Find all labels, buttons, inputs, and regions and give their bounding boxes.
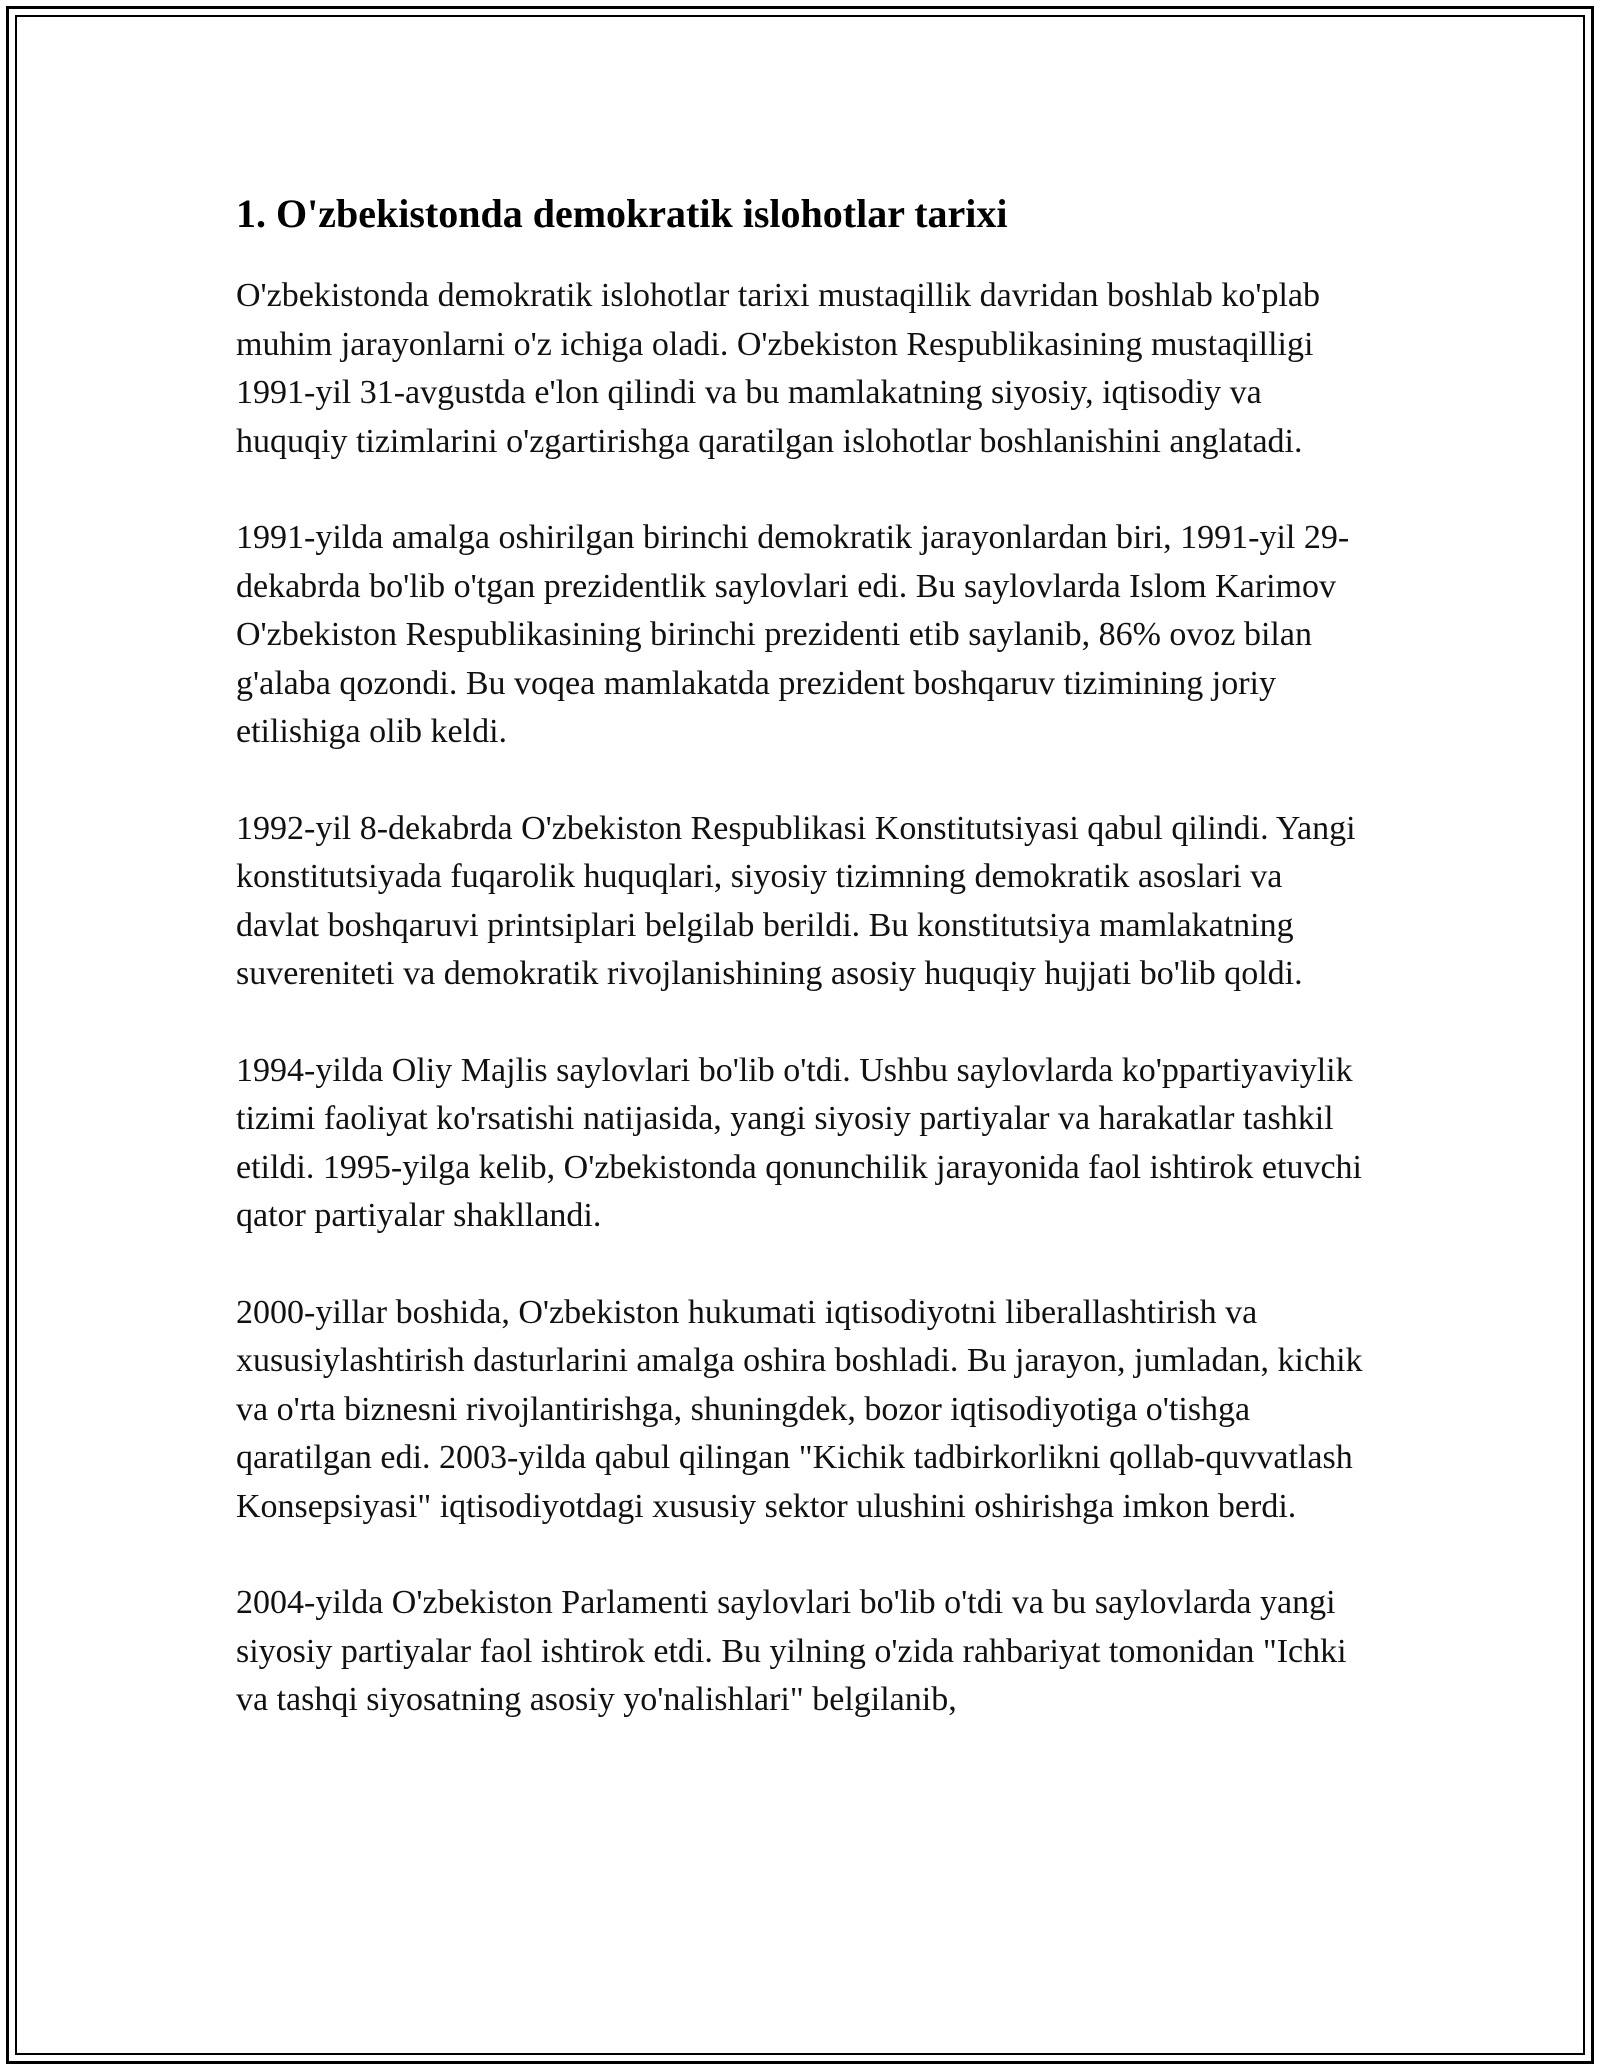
paragraph-independence: O'zbekistonda demokratik islohotlar tarixi mustaqillik davridan boshlab ko'plab muhim jarayonlarni o'z ichiga oladi. O'zbekiston Respublikasining mustaqilligi 1991-yil 31-avgustda e'lon qilindi va bu mamlakatning siyosiy, iqtisodiy va huquqiy tizimlarini o'zgartirishga qaratilgan islohotlar boshlanishini anglatadi. [236,277,1320,460]
section-heading: 1. O'zbekistonda demokratik islohotlar tarixi [236,191,1008,236]
paragraph-2004-parliament: 2004-yilda O'zbekiston Parlamenti saylovlari bo'lib o'tdi va bu saylovlarda yangi siyosiy partiyalar faol ishtirok etdi. Bu yilning o'zida rahbariyat tomonidan "Ichki va tashqi siyosatning asosiy yo'nalishlari" belgilanib, [236,1584,1347,1718]
paragraph-2000s-economy: 2000-yillar boshida, O'zbekiston hukumati iqtisodiyotni liberallashtirish va xususiylashtirish dasturlarini amalga oshira boshladi. Bu jarayon, jumladan, kichik va o'rta biznesni rivojlantirishga, shuningdek, bozor iqtisodiyotiga o'tishga qaratilgan edi. 2003-yilda qabul qilingan "Kichik tadbirkorlikni qollab-quvvatlash Konsepsiyasi" iqtisodiyotdagi xususiy sektor ulushini oshirishga imkon berdi. [236,1293,1363,1525]
paragraph-1992-constitution: 1992-yil 8-dekabrda O'zbekiston Respublikasi Konstitutsiyasi qabul qilindi. Yangi konstitutsiyada fuqarolik huquqlari, siyosiy tizimning demokratik asoslari va davlat boshqaruvi printsiplari belgilab berildi. Bu konstitutsiya mamlakatning suvereniteti va demokratik rivojlanishining asosiy huquqiy hujjati bo'lib qoldi. [236,809,1356,992]
paragraph-1994-oliy-majlis: 1994-yilda Oliy Majlis saylovlari bo'lib o'tdi. Ushbu saylovlarda ko'ppartiyaviylik tizimi faoliyat ko'rsatishi natijasida, yangi siyosiy partiyalar va harakatlar tashkil etildi. 1995-yilga kelib, O'zbekistonda qonunchilik jarayonida faol ishtirok etuvchi qator partiyalar shakllandi. [236,1051,1362,1234]
document-body [236,186,1366,1773]
paragraph-1991-elections: 1991-yilda amalga oshirilgan birinchi demokratik jarayonlardan biri, 1991-yil 29-dekabrda bo'lib o'tgan prezidentlik saylovlari edi. Bu saylovlarda Islom Karimov O'zbekiston Respublikasining birinchi prezidenti etib saylanib, 86% ovoz bilan g'alaba qozondi. Bu voqea mamlakatda prezident boshqaruv tizimining joriy etilishiga olib keldi. [236,519,1350,750]
